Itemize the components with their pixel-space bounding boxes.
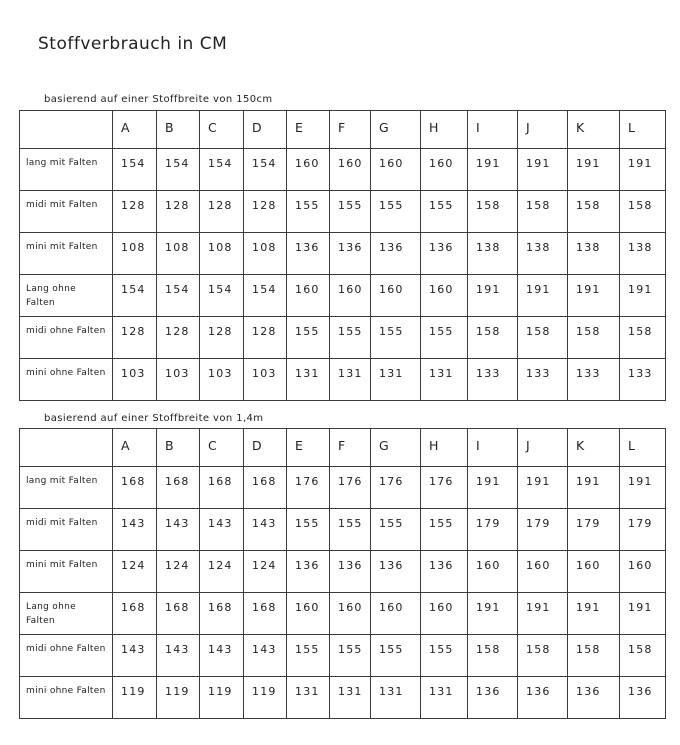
value-cell: 154 <box>200 149 244 191</box>
value-cell: 168 <box>113 467 157 509</box>
value-cell: 103 <box>244 359 287 401</box>
value-cell: 108 <box>113 233 157 275</box>
value-cell: 191 <box>568 275 620 317</box>
row-label: Lang ohne Falten <box>20 275 113 317</box>
value-cell: 103 <box>200 359 244 401</box>
value-cell: 191 <box>518 275 568 317</box>
value-cell: 168 <box>157 467 200 509</box>
value-cell: 191 <box>620 467 666 509</box>
table-row <box>20 593 666 635</box>
value-cell: 160 <box>371 149 421 191</box>
column-header-f: F <box>330 111 371 149</box>
column-header-l: L <box>620 111 666 149</box>
value-cell: 168 <box>244 593 287 635</box>
value-cell: 138 <box>620 233 666 275</box>
value-cell: 160 <box>330 275 371 317</box>
value-cell: 168 <box>244 467 287 509</box>
value-cell: 191 <box>468 275 518 317</box>
value-cell: 128 <box>113 317 157 359</box>
value-cell: 158 <box>568 317 620 359</box>
value-cell: 128 <box>244 191 287 233</box>
value-cell: 160 <box>287 593 330 635</box>
value-cell: 143 <box>200 509 244 551</box>
value-cell: 155 <box>421 191 468 233</box>
column-header-j: J <box>518 429 568 467</box>
table-row <box>20 509 666 551</box>
column-header-c: C <box>200 429 244 467</box>
value-cell: 155 <box>371 191 421 233</box>
value-cell: 191 <box>518 593 568 635</box>
corner-cell <box>20 111 113 149</box>
row-label: lang mit Falten <box>20 467 113 509</box>
value-cell: 131 <box>330 359 371 401</box>
value-cell: 133 <box>518 359 568 401</box>
row-label: mini mit Falten <box>20 551 113 593</box>
value-cell: 154 <box>157 275 200 317</box>
value-cell: 160 <box>518 551 568 593</box>
value-cell: 108 <box>157 233 200 275</box>
value-cell: 124 <box>244 551 287 593</box>
row-label: mini ohne Falten <box>20 359 113 401</box>
value-cell: 131 <box>287 359 330 401</box>
value-cell: 131 <box>421 359 468 401</box>
table-row <box>20 233 666 275</box>
value-cell: 128 <box>157 191 200 233</box>
value-cell: 136 <box>330 551 371 593</box>
value-cell: 143 <box>157 635 200 677</box>
value-cell: 128 <box>157 317 200 359</box>
table-1-4m <box>19 428 666 719</box>
value-cell: 176 <box>287 467 330 509</box>
value-cell: 158 <box>518 317 568 359</box>
value-cell: 133 <box>620 359 666 401</box>
value-cell: 155 <box>330 509 371 551</box>
value-cell: 138 <box>518 233 568 275</box>
value-cell: 108 <box>200 233 244 275</box>
value-cell: 158 <box>468 635 518 677</box>
column-header-c: C <box>200 111 244 149</box>
column-header-d: D <box>244 111 287 149</box>
value-cell: 160 <box>287 149 330 191</box>
value-cell: 168 <box>200 467 244 509</box>
value-cell: 191 <box>468 149 518 191</box>
corner-cell <box>20 429 113 467</box>
value-cell: 143 <box>200 635 244 677</box>
page-title: Stoffverbrauch in CM <box>38 34 228 54</box>
column-header-h: H <box>421 111 468 149</box>
table-row <box>20 677 666 719</box>
row-label: midi ohne Falten <box>20 635 113 677</box>
value-cell: 154 <box>113 149 157 191</box>
header-row <box>20 429 666 467</box>
row-label: mini ohne Falten <box>20 677 113 719</box>
value-cell: 131 <box>287 677 330 719</box>
column-header-k: K <box>568 111 620 149</box>
value-cell: 179 <box>518 509 568 551</box>
value-cell: 160 <box>287 275 330 317</box>
value-cell: 128 <box>113 191 157 233</box>
value-cell: 128 <box>244 317 287 359</box>
value-cell: 124 <box>200 551 244 593</box>
value-cell: 136 <box>371 551 421 593</box>
value-cell: 143 <box>244 635 287 677</box>
row-label: Lang ohne Falten <box>20 593 113 635</box>
value-cell: 168 <box>200 593 244 635</box>
value-cell: 154 <box>244 149 287 191</box>
value-cell: 128 <box>200 317 244 359</box>
value-cell: 158 <box>468 191 518 233</box>
value-cell: 131 <box>371 359 421 401</box>
column-header-h: H <box>421 429 468 467</box>
value-cell: 191 <box>518 149 568 191</box>
value-cell: 143 <box>113 509 157 551</box>
table-row <box>20 551 666 593</box>
value-cell: 131 <box>330 677 371 719</box>
value-cell: 154 <box>157 149 200 191</box>
value-cell: 119 <box>244 677 287 719</box>
value-cell: 133 <box>568 359 620 401</box>
column-header-e: E <box>287 429 330 467</box>
value-cell: 131 <box>421 677 468 719</box>
value-cell: 158 <box>568 191 620 233</box>
value-cell: 136 <box>568 677 620 719</box>
value-cell: 155 <box>330 635 371 677</box>
value-cell: 138 <box>568 233 620 275</box>
value-cell: 108 <box>244 233 287 275</box>
column-header-b: B <box>157 111 200 149</box>
value-cell: 179 <box>468 509 518 551</box>
table-150cm <box>19 110 666 401</box>
column-header-a: A <box>113 429 157 467</box>
value-cell: 176 <box>330 467 371 509</box>
value-cell: 191 <box>468 593 518 635</box>
value-cell: 158 <box>468 317 518 359</box>
value-cell: 155 <box>371 317 421 359</box>
value-cell: 103 <box>157 359 200 401</box>
column-header-k: K <box>568 429 620 467</box>
value-cell: 119 <box>157 677 200 719</box>
value-cell: 160 <box>421 149 468 191</box>
value-cell: 103 <box>113 359 157 401</box>
value-cell: 124 <box>113 551 157 593</box>
value-cell: 154 <box>200 275 244 317</box>
value-cell: 155 <box>287 191 330 233</box>
column-header-e: E <box>287 111 330 149</box>
value-cell: 124 <box>157 551 200 593</box>
table-row <box>20 467 666 509</box>
value-cell: 160 <box>371 593 421 635</box>
row-label: mini mit Falten <box>20 233 113 275</box>
column-header-b: B <box>157 429 200 467</box>
row-label: midi mit Falten <box>20 509 113 551</box>
row-label: lang mit Falten <box>20 149 113 191</box>
value-cell: 155 <box>421 317 468 359</box>
value-cell: 158 <box>568 635 620 677</box>
column-header-d: D <box>244 429 287 467</box>
value-cell: 179 <box>620 509 666 551</box>
table-row <box>20 635 666 677</box>
value-cell: 158 <box>620 191 666 233</box>
row-label: midi mit Falten <box>20 191 113 233</box>
value-cell: 136 <box>518 677 568 719</box>
value-cell: 136 <box>287 233 330 275</box>
value-cell: 158 <box>620 635 666 677</box>
value-cell: 160 <box>330 149 371 191</box>
column-header-i: I <box>468 429 518 467</box>
value-cell: 160 <box>620 551 666 593</box>
value-cell: 158 <box>620 317 666 359</box>
value-cell: 191 <box>620 275 666 317</box>
value-cell: 155 <box>287 509 330 551</box>
value-cell: 119 <box>113 677 157 719</box>
value-cell: 191 <box>568 467 620 509</box>
value-cell: 191 <box>620 149 666 191</box>
value-cell: 155 <box>287 635 330 677</box>
value-cell: 176 <box>371 467 421 509</box>
value-cell: 128 <box>200 191 244 233</box>
value-cell: 136 <box>421 551 468 593</box>
value-cell: 155 <box>421 635 468 677</box>
value-cell: 136 <box>287 551 330 593</box>
value-cell: 155 <box>330 317 371 359</box>
value-cell: 143 <box>157 509 200 551</box>
table-row <box>20 149 666 191</box>
value-cell: 179 <box>568 509 620 551</box>
value-cell: 160 <box>568 551 620 593</box>
column-header-g: G <box>371 111 421 149</box>
row-label: midi ohne Falten <box>20 317 113 359</box>
value-cell: 168 <box>157 593 200 635</box>
header-row <box>20 111 666 149</box>
value-cell: 136 <box>620 677 666 719</box>
value-cell: 160 <box>421 593 468 635</box>
table-row <box>20 317 666 359</box>
value-cell: 191 <box>518 467 568 509</box>
section-2-subtitle: basierend auf einer Stoffbreite von 1,4m <box>44 413 264 424</box>
value-cell: 143 <box>113 635 157 677</box>
value-cell: 154 <box>244 275 287 317</box>
column-header-j: J <box>518 111 568 149</box>
value-cell: 138 <box>468 233 518 275</box>
value-cell: 136 <box>330 233 371 275</box>
value-cell: 155 <box>421 509 468 551</box>
value-cell: 155 <box>371 635 421 677</box>
value-cell: 136 <box>421 233 468 275</box>
value-cell: 158 <box>518 635 568 677</box>
value-cell: 154 <box>113 275 157 317</box>
value-cell: 155 <box>371 509 421 551</box>
value-cell: 160 <box>468 551 518 593</box>
value-cell: 155 <box>287 317 330 359</box>
value-cell: 160 <box>371 275 421 317</box>
value-cell: 119 <box>200 677 244 719</box>
value-cell: 136 <box>468 677 518 719</box>
column-header-g: G <box>371 429 421 467</box>
value-cell: 158 <box>518 191 568 233</box>
table-row <box>20 359 666 401</box>
value-cell: 133 <box>468 359 518 401</box>
column-header-a: A <box>113 111 157 149</box>
value-cell: 176 <box>421 467 468 509</box>
value-cell: 191 <box>568 593 620 635</box>
value-cell: 160 <box>421 275 468 317</box>
value-cell: 191 <box>568 149 620 191</box>
value-cell: 155 <box>330 191 371 233</box>
column-header-l: L <box>620 429 666 467</box>
table-row <box>20 191 666 233</box>
column-header-f: F <box>330 429 371 467</box>
value-cell: 191 <box>468 467 518 509</box>
section-1-subtitle: basierend auf einer Stoffbreite von 150cm <box>44 94 273 105</box>
value-cell: 131 <box>371 677 421 719</box>
column-header-i: I <box>468 111 518 149</box>
value-cell: 168 <box>113 593 157 635</box>
table-row <box>20 275 666 317</box>
value-cell: 143 <box>244 509 287 551</box>
value-cell: 191 <box>620 593 666 635</box>
value-cell: 160 <box>330 593 371 635</box>
value-cell: 136 <box>371 233 421 275</box>
